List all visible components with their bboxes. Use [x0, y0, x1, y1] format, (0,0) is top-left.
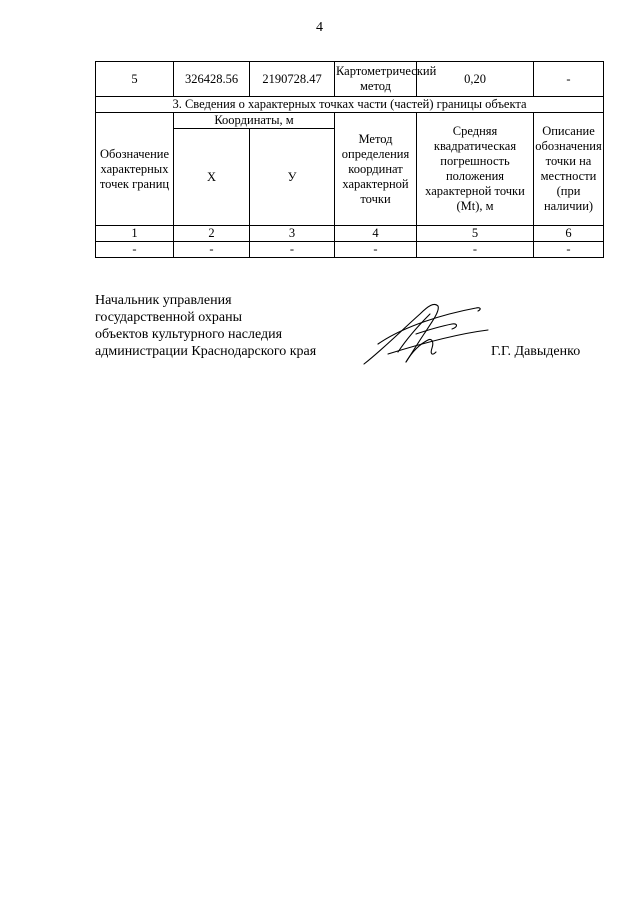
header-y: У: [250, 129, 335, 226]
column-number: 6: [534, 226, 604, 242]
header-designation: Обозначение характерных точек границ: [96, 113, 174, 226]
cell-x: 326428.56: [174, 62, 250, 97]
boundary-points-table: [95, 61, 604, 258]
cell-point-number: 5: [96, 62, 174, 97]
cell-method: Картометрический метод: [335, 62, 417, 97]
signatory-line: Начальник управления: [95, 293, 232, 308]
handwritten-signature: [358, 296, 490, 368]
page-number: 4: [316, 20, 323, 35]
table-row: [96, 242, 604, 258]
empty-cell: -: [96, 242, 174, 258]
header-x: X: [174, 129, 250, 226]
empty-cell: -: [417, 242, 534, 258]
column-number: 2: [174, 226, 250, 242]
signatory-line: администрации Краснодарского края: [95, 344, 317, 359]
signatory-name: Г.Г. Давыденко: [491, 344, 581, 359]
header-method: Метод определения координат характерной точки: [335, 113, 417, 226]
table-row: [96, 62, 604, 97]
empty-cell: -: [534, 242, 604, 258]
header-description: Описание обозначения точки на местности (при наличии): [534, 113, 604, 226]
header-coordinates: Координаты, м: [174, 113, 335, 129]
empty-cell: -: [335, 242, 417, 258]
table-row: [96, 113, 604, 129]
cell-description: -: [534, 62, 604, 97]
header-error: Средняя квадратическая погрешность положения характерной точки (Mt), м: [417, 113, 534, 226]
column-number: 1: [96, 226, 174, 242]
cell-y: 2190728.47: [250, 62, 335, 97]
cell-error: 0,20: [417, 62, 534, 97]
empty-cell: -: [250, 242, 335, 258]
signatory-line: объектов культурного наследия: [95, 327, 283, 342]
column-number: 5: [417, 226, 534, 242]
table-row: [96, 226, 604, 242]
empty-cell: -: [174, 242, 250, 258]
column-number: 3: [250, 226, 335, 242]
column-number: 4: [335, 226, 417, 242]
signatory-line: государственной охраны: [95, 310, 243, 325]
table-row: [96, 97, 604, 113]
signatory-title: [95, 292, 316, 360]
section-title: 3. Сведения о характерных точках части (частей) границы объекта: [96, 97, 604, 113]
